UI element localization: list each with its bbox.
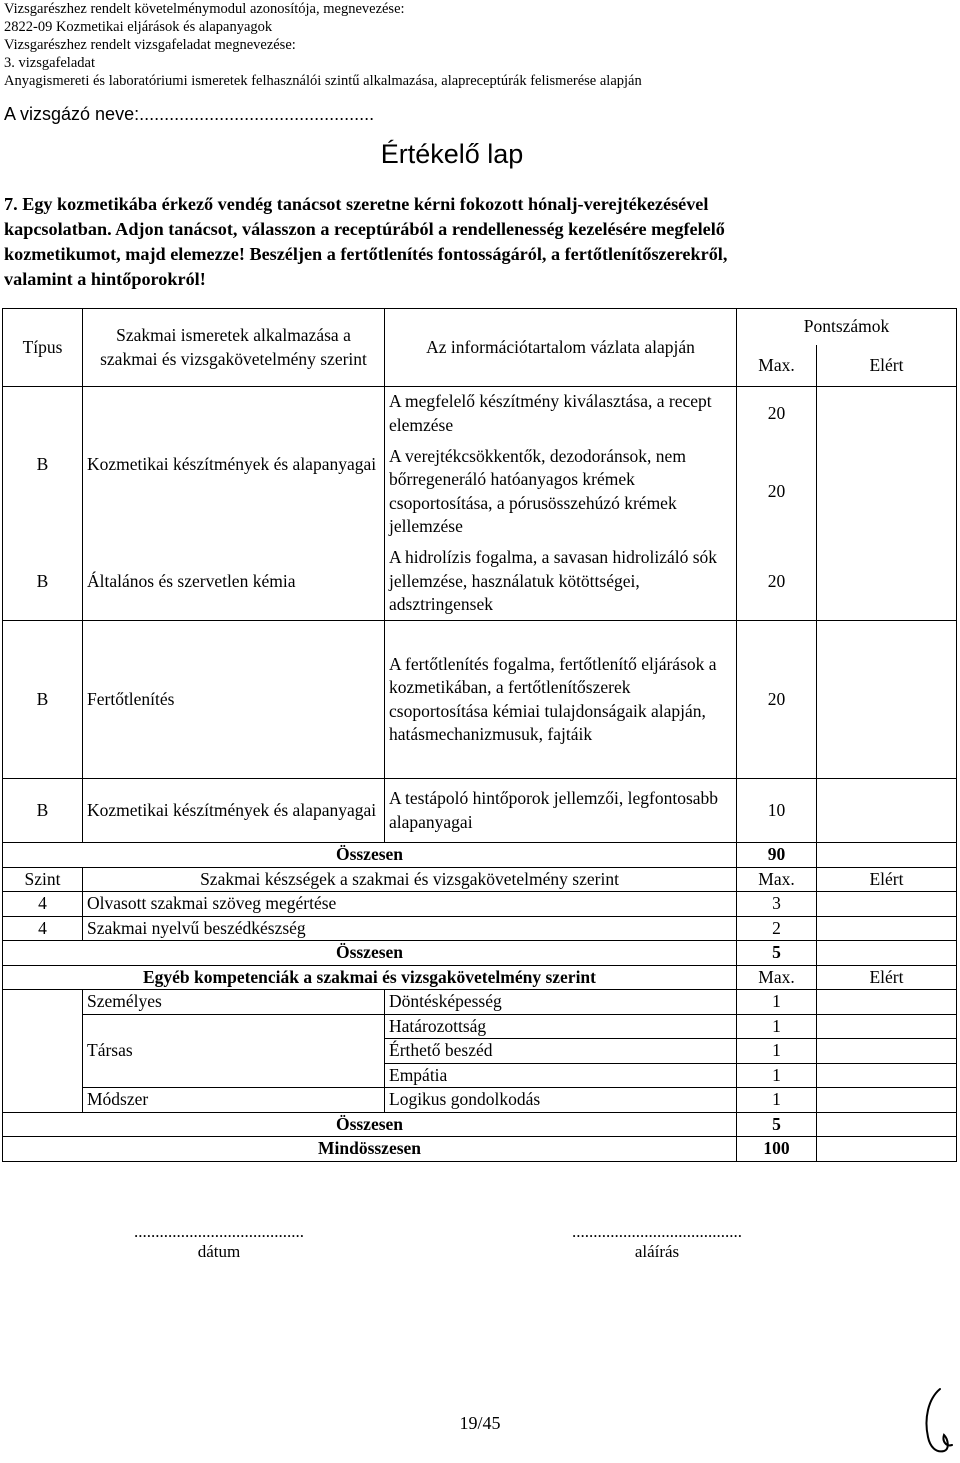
competency-name: Határozottság	[385, 1014, 737, 1039]
subtotal-achieved[interactable]	[817, 843, 957, 868]
header-line: Vizsgarészhez rendelt követelménymodul azonosítója, megnevezése:	[4, 1, 405, 17]
competency-name: Érthető beszéd	[385, 1039, 737, 1064]
signature-label: aláírás	[634, 1242, 680, 1261]
row-topic: Kozmetikai készítmények és alapanyagai	[83, 779, 385, 843]
row-topic: Kozmetikai készítmények és alapanyagai	[83, 387, 385, 543]
row-item: A fertőtlenítés fogalma, fertőtlenítő eljárások a kozmetikában, a fertőtlenítőszerek csoportosítása kémiai tulajdonságaik alapján, hatásmechanizmusuk, fajtáik	[385, 621, 737, 779]
knowledge-header: Szakmai ismeretek alkalmazása a szakmai és vizsgakövetelmény szerint	[83, 309, 385, 387]
candidate-name-field: A vizsgázó neve:...............................................	[4, 104, 375, 124]
skill-max: 2	[737, 916, 817, 941]
row-topic: Általános és szervetlen kémia	[83, 543, 385, 621]
row-achieved[interactable]	[817, 387, 957, 621]
subtotal-achieved[interactable]	[817, 941, 957, 966]
task-line: 7. Egy kozmetikába érkező vendég tanácsot szeretne kérni fokozott hónalj-verejtékezésével	[4, 194, 709, 214]
competency-max: 1	[737, 1063, 817, 1088]
row-achieved[interactable]	[817, 621, 957, 779]
row-type: B	[3, 387, 83, 543]
row-topic: Fertőtlenítés	[83, 621, 385, 779]
skill-name: Olvasott szakmai szöveg megértése	[83, 892, 737, 917]
task-line: kapcsolatban. Adjon tanácsot, válasszon a receptúrából a rendellenesség kezelésére megfelelő	[4, 219, 725, 239]
task-line: kozmetikumot, majd elemezze! Beszéljen a fertőtlenítés fontosságáról, a fertőtlenítőszerekről,	[4, 244, 728, 264]
header-line: Vizsgarészhez rendelt vizsgafeladat megnevezése:	[4, 37, 296, 53]
row-max: 20	[737, 621, 817, 779]
evaluation-table	[2, 308, 957, 1162]
subtotal-label: Összesen	[3, 843, 737, 868]
grand-total-label: Mindösszesen	[3, 1137, 737, 1162]
task-description	[4, 192, 904, 292]
row-item: A megfelelő készítmény kiválasztása, a recept elemzése	[385, 387, 737, 441]
skill-name: Szakmai nyelvű beszédkészség	[83, 916, 737, 941]
subtotal-label: Összesen	[3, 1112, 737, 1137]
document-header	[4, 0, 642, 90]
row-max: 20	[737, 543, 817, 621]
row-max: 10	[737, 779, 817, 843]
skill-level: 4	[3, 916, 83, 941]
row-type: B	[3, 543, 83, 621]
grand-total-achieved[interactable]	[817, 1137, 957, 1162]
skill-achieved[interactable]	[817, 916, 957, 941]
max-header: Max.	[737, 965, 817, 990]
subtotal-value: 90	[737, 843, 817, 868]
subtotal-achieved[interactable]	[817, 1112, 957, 1137]
achieved-header: Elért	[817, 965, 957, 990]
skill-achieved[interactable]	[817, 892, 957, 917]
competency-name: Logikus gondolkodás	[385, 1088, 737, 1113]
competency-name: Döntésképesség	[385, 990, 737, 1015]
max-header: Max.	[737, 345, 817, 387]
competency-name: Empátia	[385, 1063, 737, 1088]
task-line: valamint a hintőporokról!	[4, 269, 206, 289]
subtotal-value: 5	[737, 1112, 817, 1137]
competency-achieved[interactable]	[817, 1088, 957, 1113]
competency-achieved[interactable]	[817, 1014, 957, 1039]
date-dots: ........................................	[134, 1222, 304, 1241]
subtotal-value: 5	[737, 941, 817, 966]
skills-header: Szakmai készségek a szakmai és vizsgakövetelmény szerint	[83, 867, 737, 892]
competency-achieved[interactable]	[817, 1039, 957, 1064]
header-line: 3. vizsgafeladat	[4, 55, 95, 71]
competency-group: Társas	[83, 1014, 385, 1088]
signature-dots: ........................................	[572, 1222, 742, 1241]
header-line: 2822-09 Kozmetikai eljárások és alapanyagok	[4, 19, 273, 35]
page-title-text: Értékelő lap	[380, 139, 524, 169]
header-line: Anyagismereti és laboratóriumi ismeretek felhasználói szintű alkalmazása, alapreceptúrák felismerése alapján	[4, 73, 642, 89]
competencies-header: Egyéb kompetenciák a szakmai és vizsgakövetelmény szerint	[3, 965, 737, 990]
grand-total-value: 100	[737, 1137, 817, 1162]
page-title	[0, 139, 960, 170]
competency-group: Módszer	[83, 1088, 385, 1113]
outline-header: Az információtartalom vázlata alapján	[385, 309, 737, 387]
page-number: 19/45	[459, 1413, 501, 1433]
row-max: 20	[737, 441, 817, 543]
competency-achieved[interactable]	[817, 1063, 957, 1088]
row-max: 20	[737, 387, 817, 441]
competency-max: 1	[737, 1039, 817, 1064]
achieved-header: Elért	[817, 345, 957, 387]
competency-group: Személyes	[83, 990, 385, 1015]
row-achieved[interactable]	[817, 779, 957, 843]
empty-cell	[3, 990, 83, 1113]
signature-block	[526, 1222, 788, 1262]
row-item: A testápoló hintőporok jellemzői, legfontosabb alapanyagai	[385, 779, 737, 843]
date-label: dátum	[197, 1242, 241, 1261]
skill-max: 3	[737, 892, 817, 917]
row-type: B	[3, 779, 83, 843]
handwritten-initial-icon	[920, 1385, 956, 1457]
skill-level: 4	[3, 892, 83, 917]
subtotal-label: Összesen	[3, 941, 737, 966]
competency-max: 1	[737, 1088, 817, 1113]
competency-max: 1	[737, 990, 817, 1015]
row-item: A hidrolízis fogalma, a savasan hidrolizáló sók jellemzése, használatuk kötöttségei, adsztringensek	[385, 543, 737, 621]
row-item: A verejtékcsökkentők, dezodoránsok, nem bőrregeneráló hatóanyagos krémek csoportosítása, a pórusösszehúzó krémek jellemzése	[385, 441, 737, 543]
points-header: Pontszámok	[737, 309, 957, 345]
date-signature-block	[88, 1222, 350, 1262]
max-header: Max.	[737, 867, 817, 892]
competency-achieved[interactable]	[817, 990, 957, 1015]
level-header: Szint	[3, 867, 83, 892]
type-header: Típus	[3, 309, 83, 387]
competency-max: 1	[737, 1014, 817, 1039]
row-type: B	[3, 621, 83, 779]
achieved-header: Elért	[817, 867, 957, 892]
